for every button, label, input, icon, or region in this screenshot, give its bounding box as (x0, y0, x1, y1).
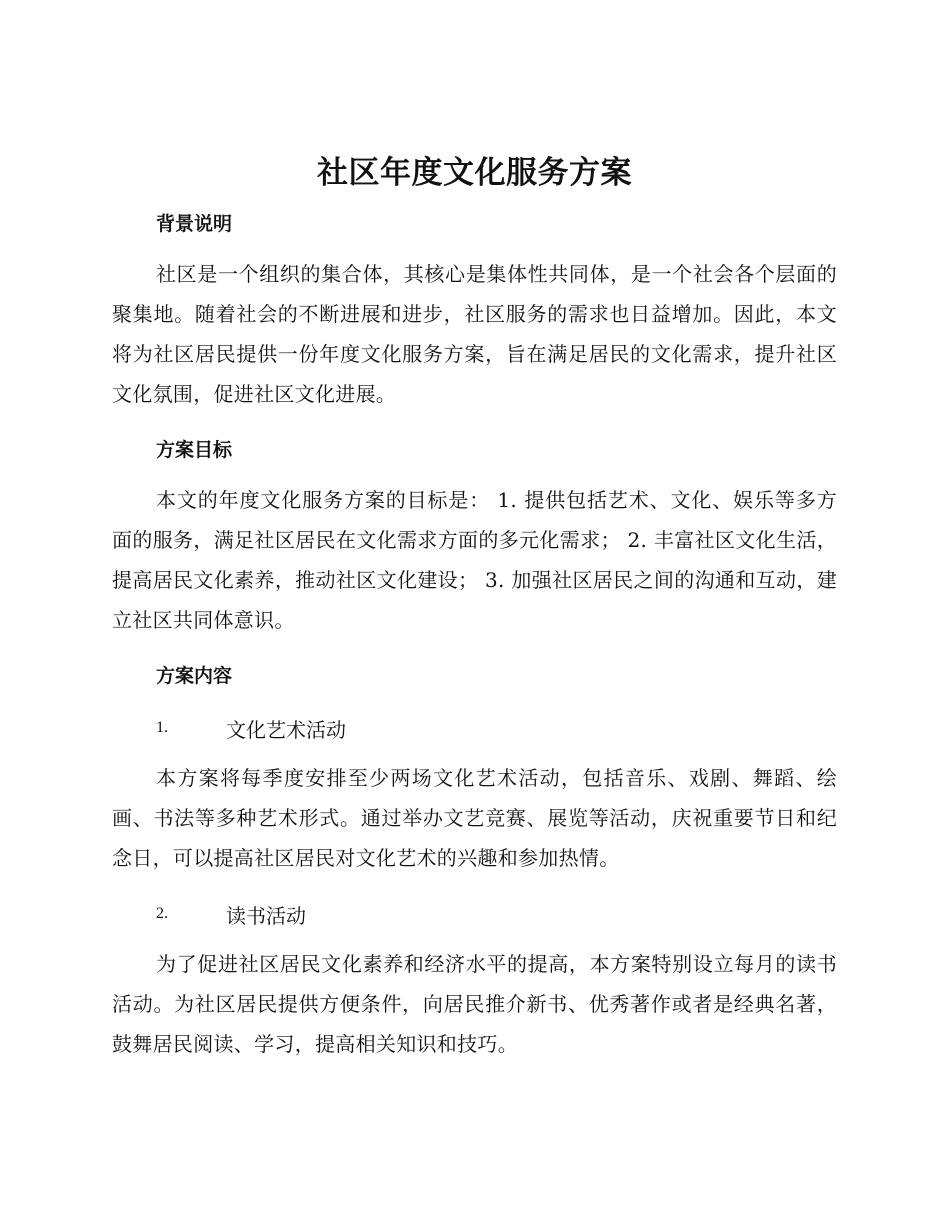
document-body (112, 148, 837, 1064)
section-paragraph-background: 社区是一个组织的集合体，其核心是集体性共同体，是一个社会各个层面的聚集地。随着社会的不断进展和进步，社区服务的需求也日益增加。因此，本文将为社区居民提供一份年度文化服务方案，旨在满足居民的文化需求，提升社区文化氛围，促进社区文化进展。 (112, 262, 837, 406)
spacer (112, 414, 837, 428)
section-heading-goals: 方案目标 (156, 439, 233, 461)
list-item (112, 706, 837, 750)
document-title: 社区年度文化服务方案 (317, 155, 632, 191)
section-paragraph-goals: 本文的年度文化服务方案的目标是： 1. 提供包括艺术、文化、娱乐等多方面的服务，满足社区居民在文化需求方面的多元化需求； 2. 丰富社区文化生活，提高居民文化素养，推动社区文化建设； 3. 加强社区居民之间的沟通和互动，建立社区共同体意识。 (112, 488, 837, 632)
list-item-number: 2. (156, 905, 168, 922)
list-item-label: 读书活动 (226, 903, 306, 928)
list-item-paragraph: 为了促进社区居民文化素养和经济水平的提高，本方案特别设立每月的读书活动。为社区居民提供方便条件，向居民推介新书、优秀著作或者是经典名著，鼓舞居民阅读、学习，提高相关知识和技巧。 (112, 952, 837, 1056)
list-item-number: 1. (156, 719, 168, 736)
list-item (112, 892, 837, 936)
spacer (112, 640, 837, 654)
list-item-paragraph: 本方案将每季度安排至少两场文化艺术活动，包括音乐、戏剧、舞蹈、绘画、书法等多种艺术形式。通过举办文艺竞赛、展览等活动，庆祝重要节日和纪念日，可以提高社区居民对文化艺术的兴趣和参加热情。 (112, 766, 837, 870)
spacer (112, 246, 837, 254)
spacer (112, 878, 837, 892)
spacer (112, 750, 837, 758)
section-heading-background: 背景说明 (156, 213, 233, 235)
list-item-label: 文化艺术活动 (226, 717, 346, 742)
spacer (112, 698, 837, 706)
spacer (112, 936, 837, 944)
spacer (112, 472, 837, 480)
section-heading-content: 方案内容 (156, 665, 233, 687)
